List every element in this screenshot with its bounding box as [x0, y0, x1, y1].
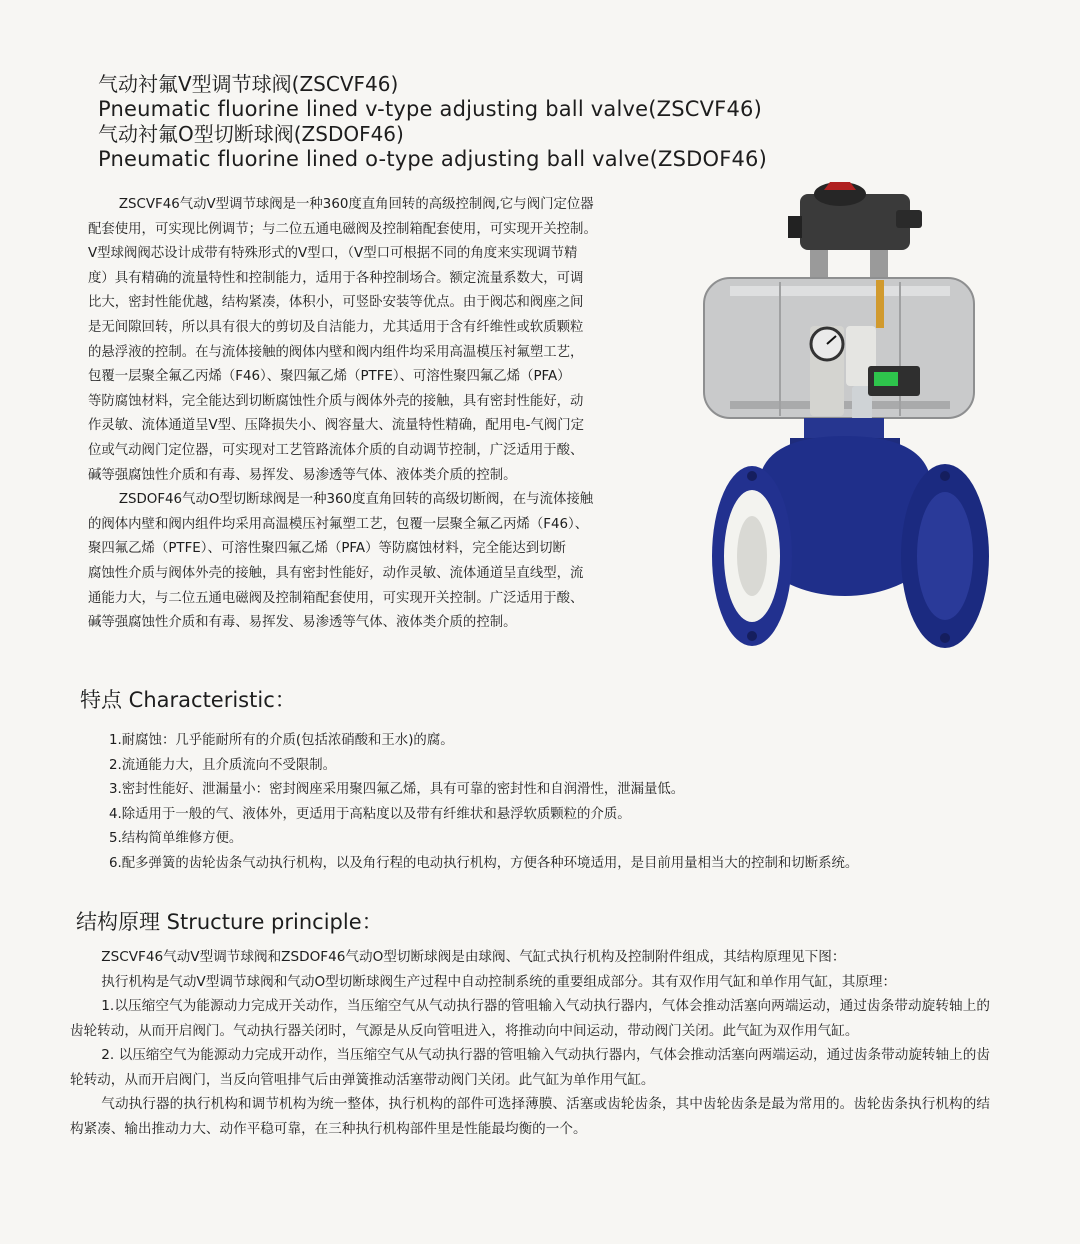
- list-item: 1.耐腐蚀：几乎能耐所有的介质(包括浓硝酸和王水)的腐。: [109, 733, 454, 748]
- intro-line: 作灵敏、流体通道呈V型、压降损失小、阀容量大、流量特性精确，配用电-气阀门定: [88, 418, 585, 434]
- title-cn-o: 气动衬氟O型切断球阀(ZSDOF46): [98, 122, 404, 146]
- structure-paragraph: 气动执行器的执行机构和调节机构为统一整体，执行机构的部件可选择薄膜、活塞或齿轮齿条，其中齿轮齿条是最为常用的。齿轮齿条执行机构的结构紧凑、输出推动力大、动作平稳可靠，在三种执行机构部件里是性能最均衡的一个。: [70, 1096, 990, 1137]
- intro-line: 度）具有精确的流量特性和控制能力，适用于各种控制场合。额定流量系数大，可调: [88, 270, 584, 286]
- intro-line: 的阀体内壁和阀内组件均采用高温模压衬氟塑工艺，包覆一层聚全氟乙丙烯（F46）、: [88, 516, 589, 532]
- characteristic-heading: 特点 Characteristic：: [80, 688, 296, 712]
- structure-paragraph: 2. 以压缩空气为能源动力完成开动作，当压缩空气从气动执行器的管咀输入气动执行器内，气体会推动活塞向两端运动，通过齿条带动旋转轴上的齿轮转动，从而开启阀门，当反向管咀排气后由弹簧推动活塞带动阀门关闭。此气缸为单作用气缸。: [70, 1047, 990, 1088]
- title-en-o: Pneumatic fluorine lined o-type adjusting ball valve(ZSDOF46): [98, 147, 768, 171]
- list-item: 4.除适用于一般的气、液体外，更适用于高粘度以及带有纤维状和悬浮软质颗粒的介质。: [109, 806, 631, 822]
- structure-paragraph: 1.以压缩空气为能源动力完成开关动作，当压缩空气从气动执行器的管咀输入气动执行器内，气体会推动活塞向两端运动，通过齿条带动旋转轴上的齿轮转动，从而开启阀门。气动执行器关闭时，气源是从反向管咀进入，将推动向中间运动，带动阀门关闭。此气缸为双作用气缸。: [70, 998, 990, 1039]
- intro-paragraph-v: [88, 193, 692, 488]
- list-item: 5.结构简单维修方便。: [109, 831, 243, 846]
- intro-line: 聚四氟乙烯（PTFE）、可溶性聚四氟乙烯（PFA）等防腐蚀材料，完全能达到切断: [88, 541, 566, 557]
- title-block: [98, 72, 858, 172]
- title-en-v: Pneumatic fluorine lined v-type adjusting ball valve(ZSCVF46): [98, 97, 762, 121]
- structure-paragraph: ZSCVF46气动V型调节球阀和ZSDOF46气动O型切断球阀是由球阀、气缸式执行机构及控制附件组成，其结构原理见下图：: [101, 949, 846, 965]
- list-item: 2.流通能力大，且介质流向不受限制。: [109, 757, 337, 773]
- structure-paragraph: 执行机构是气动V型调节球阀和气动O型切断球阀生产过程中自动控制系统的重要组成部分。其有双作用气缸和单作用气缸，其原理：: [101, 973, 897, 990]
- intro-line: 比大，密封性能优越，结构紧凑，体积小，可竖卧安装等优点。由于阀芯和阀座之间: [88, 295, 584, 311]
- intro-line: V型球阀阀芯设计成带有特殊形式的V型口，（V型口可根据不同的角度来实现调节精: [88, 246, 578, 262]
- intro-line: 配套使用，可实现比例调节；与二位五通电磁阀及控制箱配套使用，可实现开关控制。: [88, 221, 597, 237]
- intro-line: 包覆一层聚全氟乙丙烯（F46）、聚四氟乙烯（PTFE）、可溶性聚四氟乙烯（PFA）: [88, 369, 571, 385]
- intro-line: 腐蚀性介质与阀体外壳的接触，具有密封性能好，动作灵敏、流体通道呈直线型，流: [88, 565, 584, 581]
- intro-line: 碱等强腐蚀性介质和有毒、易挥发、易渗透等气体、液体类介质的控制。: [88, 467, 517, 483]
- intro-line: 等防腐蚀材料，完全能达到切断腐蚀性介质与阀体外壳的接触，具有密封性能好，动: [88, 393, 584, 409]
- title-cn-v: 气动衬氟V型调节球阀(ZSCVF46): [98, 72, 399, 96]
- intro-line: 的悬浮液的控制。在与流体接触的阀体内壁和阀内组件均采用高温模压衬氟塑工艺，: [88, 344, 584, 360]
- structure-heading: 结构原理 Structure principle：: [76, 910, 383, 934]
- intro-line: ZSCVF46气动V型调节球阀是一种360度直角回转的高级控制阀,它与阀门定位器: [118, 197, 594, 212]
- intro-line: 位或气动阀门定位器，可实现对工艺管路流体介质的自动调节控制，广泛适用于酸、: [88, 442, 584, 458]
- characteristic-list: [109, 729, 1009, 876]
- intro-line: 碱等强腐蚀性介质和有毒、易挥发、易渗透等气体、液体类介质的控制。: [88, 615, 517, 631]
- structure-text: [70, 945, 990, 1141]
- intro-line: ZSDOF46气动O型切断球阀是一种360度直角回转的高级切断阀，在与流体接触: [118, 492, 594, 508]
- intro-paragraph-o: [88, 488, 692, 636]
- intro-line: 是无间隙回转，所以具有很大的剪切及自洁能力，尤其适用于含有纤维性或软质颗粒: [88, 319, 584, 335]
- list-item: 3.密封性能好、泄漏量小：密封阀座采用聚四氟乙烯，具有可靠的密封性和自润滑性，泄漏量低。: [109, 782, 685, 797]
- intro-text: [88, 193, 692, 636]
- intro-line: 通能力大，与二位五通电磁阀及控制箱配套使用，可实现开关控制。广泛适用于酸、: [88, 590, 584, 606]
- list-item: 6.配多弹簧的齿轮齿条气动执行机构，以及角行程的电动执行机构，方便各种环境适用，是目前用量相当大的控制和切断系统。: [109, 855, 859, 871]
- pneumatic-ball-valve-icon: [700, 176, 1000, 656]
